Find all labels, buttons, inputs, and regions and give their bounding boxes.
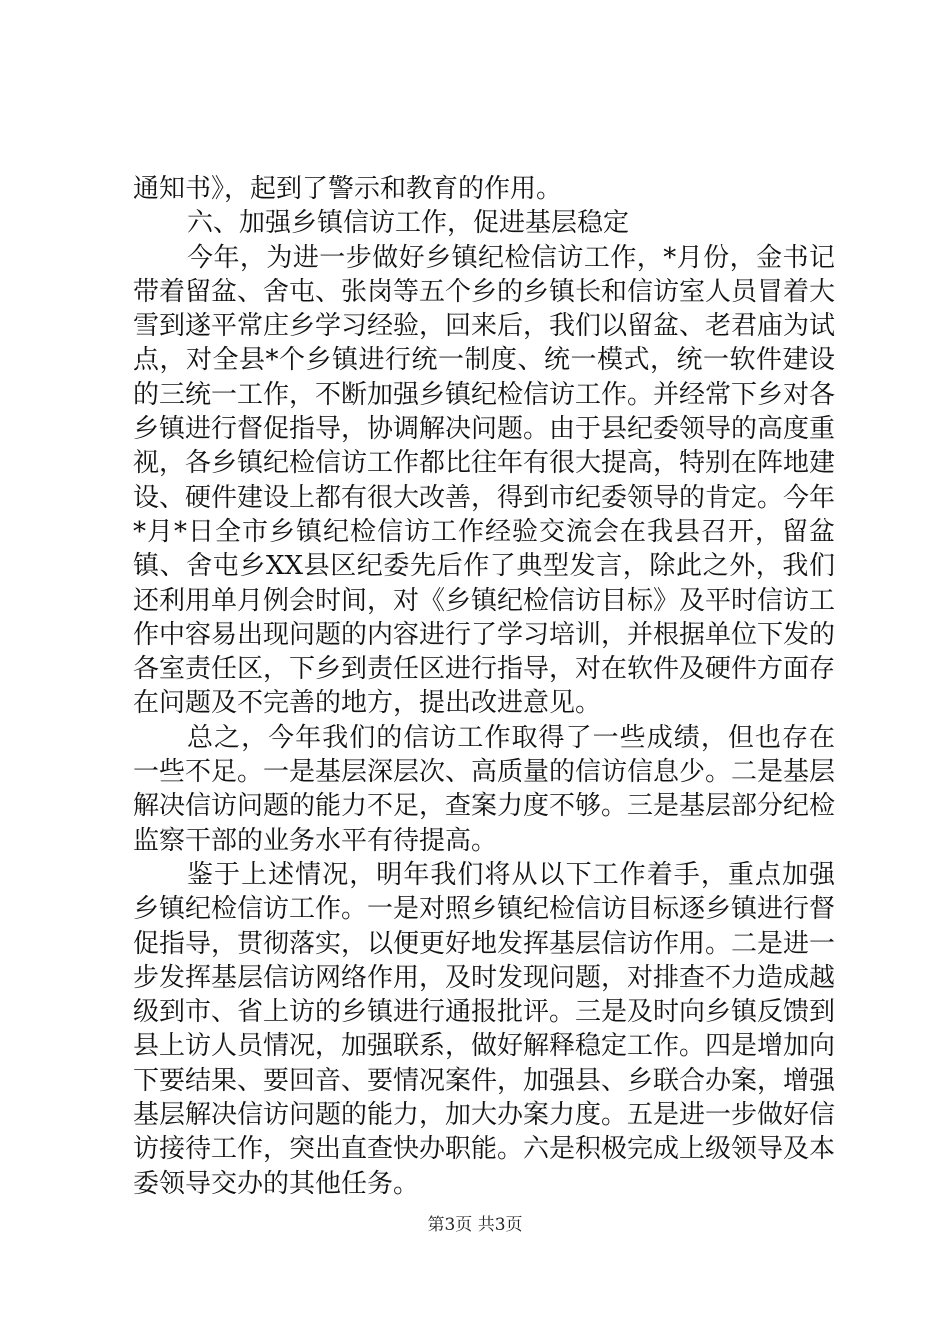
document-body bbox=[133, 172, 835, 1201]
paragraph: 今年，为进一步做好乡镇纪检信访工作，*月份，金书记带着留盆、舍屯、张岗等五个乡的乡镇长和信访室人员冒着大雪到遂平常庄乡学习经验，回来后，我们以留盆、老君庙为试点，对全县*个乡镇进行统一制度、统一模式，统一软件建设的三统一工作，不断加强乡镇纪检信访工作。并经常下乡对各乡镇进行督促指导，协调解决问题。由于县纪委领导的高度重视，各乡镇纪检信访工作都比往年有很大提高，特别在阵地建设、硬件建设上都有很大改善，得到市纪委领导的肯定。今年*月*日全市乡镇纪检信访工作经验交流会在我县召开，留盆镇、舍屯乡XX县区纪委先后作了典型发言，除此之外，我们还利用单月例会时间，对《乡镇纪检信访目标》及平时信访工作中容易出现问题的内容进行了学习培训，并根据单位下发的各室责任区，下乡到责任区进行指导，对在软件及硬件方面存在问题及不完善的地方，提出改进意见。 bbox=[133, 242, 836, 719]
page-number-footer: 第3页 共3页 bbox=[427, 1215, 523, 1235]
section-heading: 六、加强乡镇信访工作，促进基层稳定 bbox=[187, 208, 630, 239]
paragraph: 鉴于上述情况，明年我们将从以下工作着手，重点加强乡镇纪检信访工作。一是对照乡镇纪检信访目标逐乡镇进行督促指导，贯彻落实，以便更好地发挥基层信访作用。二是进一步发挥基层信访网络作用，及时发现问题，对排查不力造成越级到市、省上访的乡镇进行通报批评。三是及时向乡镇反馈到县上访人员情况，加强联系，做好解释稳定工作。四是增加向下要结果、要回音、要情况案件，加强县、乡联合办案，增强基层解决信访问题的能力，加大办案力度。五是进一步做好信访接待工作，突出直查快办职能。六是积极完成上级领导及本委领导交办的其他任务。 bbox=[133, 859, 836, 1199]
paragraph: 总之，今年我们的信访工作取得了一些成绩，但也存在一些不足。一是基层深层次、高质量的信访信息少。二是基层解决信访问题的能力不足，查案力度不够。三是基层部分纪检监察干部的业务水平有待提高。 bbox=[133, 722, 836, 856]
paragraph-continuation: 通知书》，起到了警示和教育的作用。 bbox=[133, 174, 563, 204]
